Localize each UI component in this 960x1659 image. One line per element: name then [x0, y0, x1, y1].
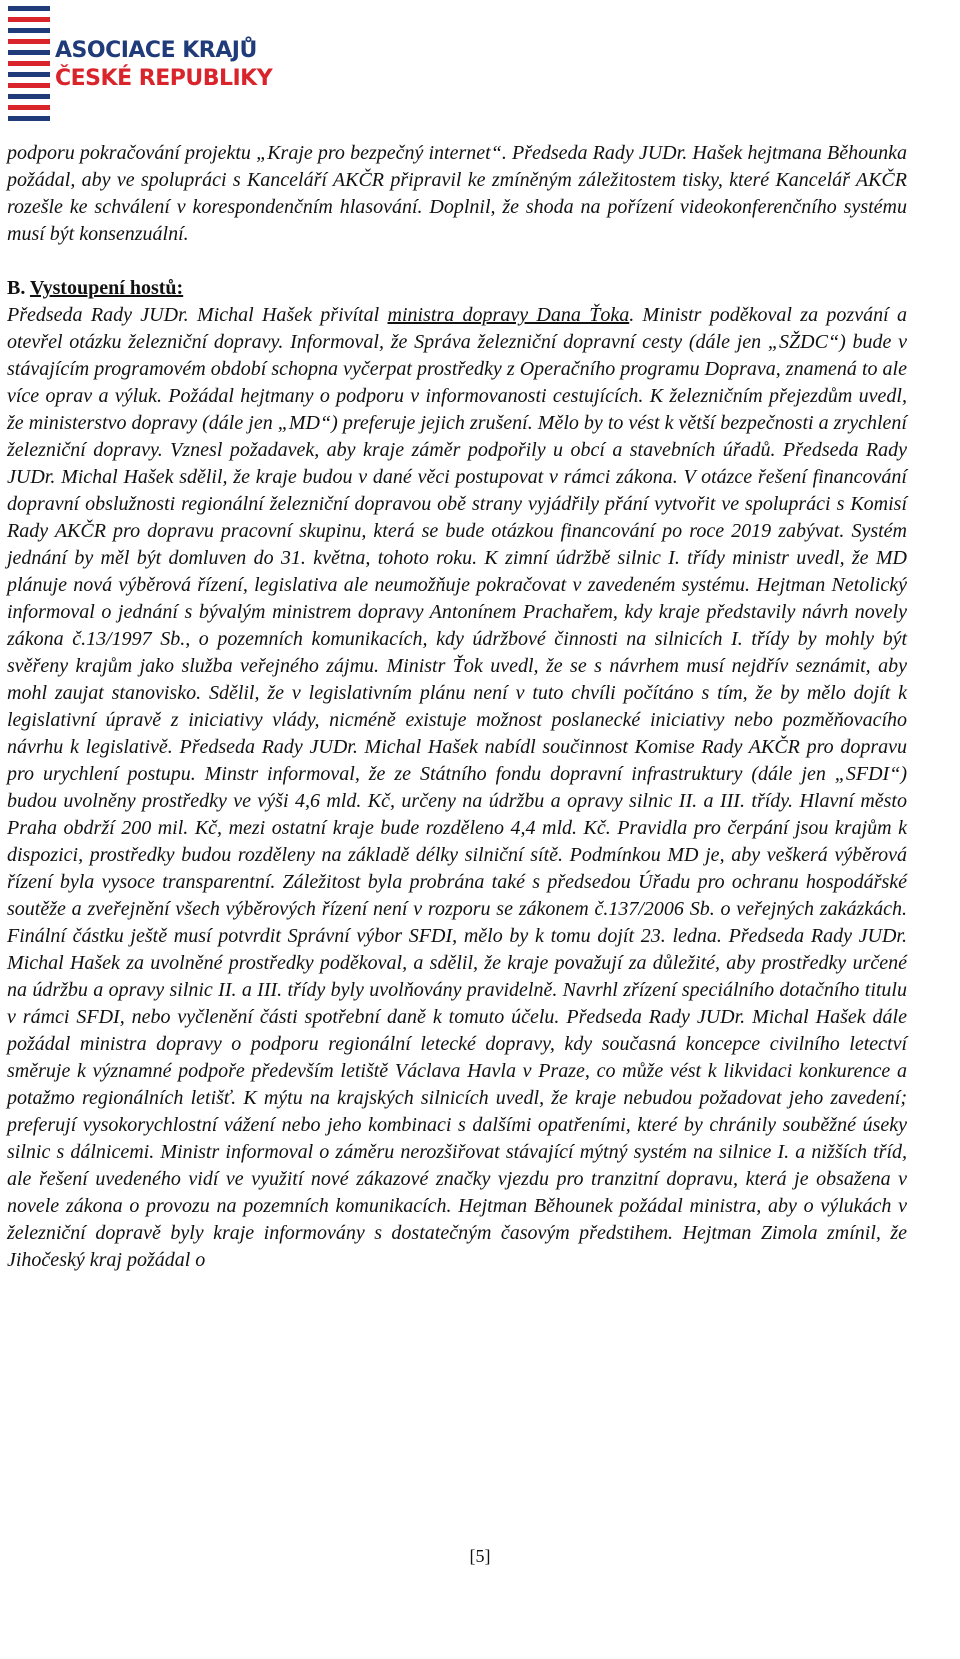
- guests-text-body: . Ministr poděkoval za pozvání a otevřel otázku železniční dopravy. Informoval, že Správa železniční dopravní cesty (dále jen „SŽDC“) bude v stávajícím programovém období schopna vyčerpat prostředky z Operačního programu Doprava, znamená to ale více oprav a výluk. Požádal hejtmany o podporu v informovanosti cestujících. K železničním přejezdům uvedl, že ministerstvo dopravy (dále jen „MD“) preferuje jejich zrušení. Mělo by to vést k větší bezpečnosti a zrychlení železniční dopravy. Vznesl požadavek, aby kraje záměr podpořily u obcí a stavebních úřadů. Předseda Rady JUDr. Michal Hašek sdělil, že kraje budou v dané věci postupovat v rámci zákona. V otázce řešení financování dopravní obslužnosti regionální železniční dopravou obě strany vyjádřily přání vytvořit ve spolupráci s Komisí Rady AKČR pro dopravu pracovní skupinu, která se bude otázkou financování po roce 2019 zabývat. Systém jednání by měl být domluven do 31. května, tohoto roku. K zimní údržbě silnic I. třídy ministr uvedl, že MD plánuje nová výběrová řízení, legislativa ale neumožňuje pokračovat v zavedeném systému. Hejtman Netolický informoval o jednání s bývalým ministrem dopravy Antonínem Prachařem, kdy kraje představily návrh novely zákona č.13/1997 Sb., o pozemních komunikacích, kdy údržbové činnosti na silnicích I. třídy by mohly být svěřeny krajům jako služba veřejného zájmu. Ministr Ťok uvedl, že se s návrhem musí nejdřív seznámit, aby mohl zaujat stanovisko. Sdělil, že v legislativním plánu není v tuto chvíli počítáno s tím, že by mělo dojít k legislativní úpravě z iniciativy vlády, nicméně existuje možnost poslanecké iniciativy nebo pozměňovacího návrhu k legislativě. Předseda Rady JUDr. Michal Hašek nabídl součinnost Komise Rady AKČR pro dopravu pro urychlení postupu. Minstr informoval, že ze Státního fondu dopravní infrastruktury (dále jen „SFDI“) budou uvolněny prostředky ve výši 4,6 mld. Kč, určeny na údržbu a opravy silnic II. a III. třídy. Hlavní město Praha obdrží 200 mil. Kč, mezi ostatní kraje bude rozděleno 4,4 mld. Kč. Pravidla pro čerpání jsou krajům k dispozici, prostředky budou rozděleny na základě délky silniční sítě. Podmínkou MD je, aby veškerá výběrová řízení byla vysoce transparentní. Záležitost byla probrána také s předsedou Úřadu pro ochranu hospodářské soutěže a zveřejnění všech výběrových řízení není v rozporu se zákonem č.137/2006 Sb. o veřejných zakázkách. Finální částku ještě musí potvrdit Správní výbor SFDI, mělo by k tomu dojít 23. ledna. Předseda Rady JUDr. Michal Hašek za uvolněné prostředky poděkoval, a sdělil, že kraje považují za důležité, aby prostředky určené na údržbu a opravy silnic II. a III. třídy byly uvolňovány pravidelně. Navrhl zřízení speciálního dotačního titulu v rámci SFDI, nebo vyčlenění části spotřební daně k tomuto účelu. Předseda Rady JUDr. Michal Hašek dále požádal ministra dopravy o podporu regionální letecké dopravy, kdy současná koncepce civilního letectví směruje k významné podpoře především letiště Václava Havla v Praze, co může vést k likvidaci konkurence a potažmo regionálních letišť. K mýtu na krajských silnicích uvedl, že kraje nebudou požadovat jeho zavedení; preferují vysokorychlostní vážení nebo jeho kombinaci s dalšími opatřeními, které by chránily souběžné úseky silnic s dálnicemi. Ministr informoval o záměru nerozšiřovat stávající mýtný systém na silnice I. a nižších tříd, ale řešení uvedeného vidí ve využití nové zákazové značky vjezdu pro tranzitní dopravu, která je obsažena v novele zákona o provozu na pozemních komunikacích. Hejtman Běhounek požádal ministra, aby o výlukách v železniční dopravě byly kraje informovány s dostatečným časovým předstihem. Hejtman Zimola zmínil, že Jihočeský kraj požádal o: [7, 304, 907, 1271]
- document-body: [7, 140, 907, 1274]
- logo-stripes-icon: [8, 6, 50, 124]
- minister-link[interactable]: ministra dopravy Dana Ťoka: [387, 304, 630, 326]
- logo-text-line1: ASOCIACE KRAJŮ: [55, 38, 257, 63]
- guests-paragraph: [7, 302, 907, 1274]
- guests-text-start: Předseda Rady JUDr. Michal Hašek přivítal: [7, 304, 388, 326]
- intro-paragraph: podporu pokračování projektu „Kraje pro bezpečný internet“. Předseda Rady JUDr. Hašek hejtmana Běhounka požádal, aby ve spolupráci s Kanceláří AKČR připravil ke zmíněným záležitostem tisky, které Kancelář AKČR rozešle ke schválení v korespondenčním hlasování. Doplnil, že shoda na pořízení videokonferenčního systému musí být konsenzuální.: [7, 142, 907, 245]
- logo-text-line2: ČESKÉ REPUBLIKY: [55, 66, 273, 91]
- page-number: [5]: [469, 1546, 491, 1566]
- section-heading: [7, 275, 907, 302]
- section-title: Vystoupení hostů:: [29, 277, 184, 299]
- section-letter: B.: [7, 277, 26, 299]
